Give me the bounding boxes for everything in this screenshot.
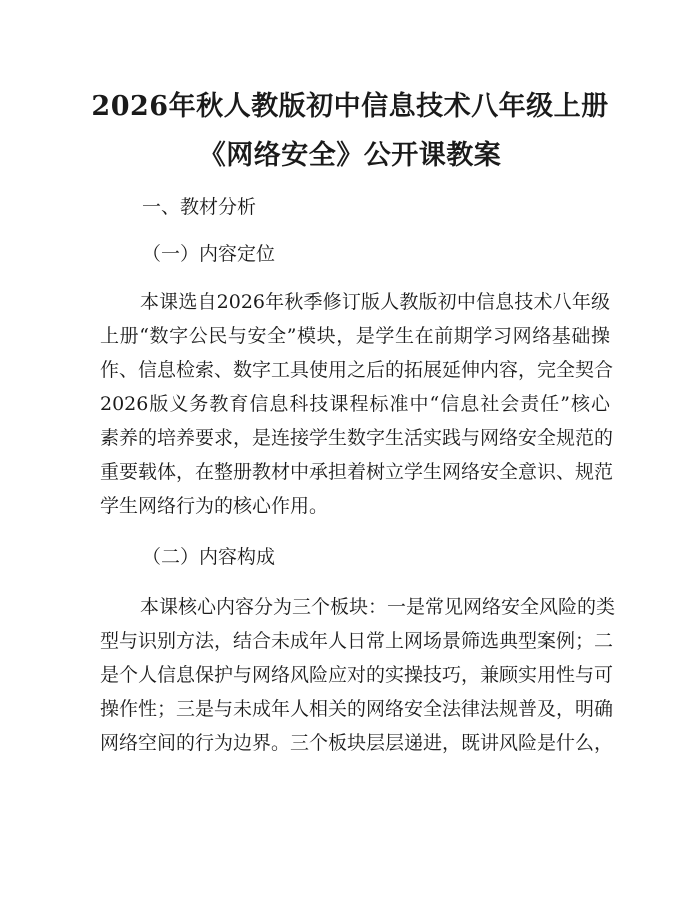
paragraph-line: 本课核心内容分为三个板块：一是常见网络安全风险的类 bbox=[140, 596, 616, 618]
paragraph-line: 学生网络行为的核心作用。 bbox=[100, 495, 329, 517]
paragraph-line: 作、信息检索、数字工具使用之后的拓展延伸内容，完全契合 bbox=[100, 359, 614, 381]
document-title-line-2: 《网络安全》公开课教案 bbox=[198, 140, 502, 171]
paragraph-line: 2026版义务教育信息科技课程标准中“信息社会责任”核心 bbox=[100, 393, 610, 415]
paragraph-line: 上册“数字公民与安全”模块，是学生在前期学习网络基础操 bbox=[100, 325, 610, 347]
paragraph-line: 是个人信息保护与网络风险应对的实操技巧，兼顾实用性与可 bbox=[100, 664, 614, 686]
paragraph-line: 型与识别方法，结合未成年人日常上网场景筛选典型案例；二 bbox=[100, 630, 614, 652]
paragraph-content-positioning bbox=[100, 285, 614, 523]
section-heading-teaching-material-analysis: 一、教材分析 bbox=[142, 196, 257, 218]
paragraph-line: 素养的培养要求，是连接学生数字生活实践与网络安全规范的 bbox=[100, 427, 614, 449]
paragraph-line: 重要载体，在整册教材中承担着树立学生网络安全意识、规范 bbox=[100, 461, 614, 483]
subsection-heading-content-positioning: （一）内容定位 bbox=[142, 243, 276, 265]
paragraph-content-composition bbox=[100, 590, 616, 760]
document-title-line-1: 2026年秋人教版初中信息技术八年级上册 bbox=[91, 91, 609, 122]
subsection-heading-content-composition: （二）内容构成 bbox=[142, 546, 276, 568]
paragraph-line: 本课选自2026年秋季修订版人教版初中信息技术八年级 bbox=[140, 291, 610, 313]
paragraph-line: 网络空间的行为边界。三个板块层层递进，既讲风险是什么， bbox=[100, 732, 614, 754]
paragraph-line: 操作性；三是与未成年人相关的网络安全法律法规普及，明确 bbox=[100, 698, 614, 720]
